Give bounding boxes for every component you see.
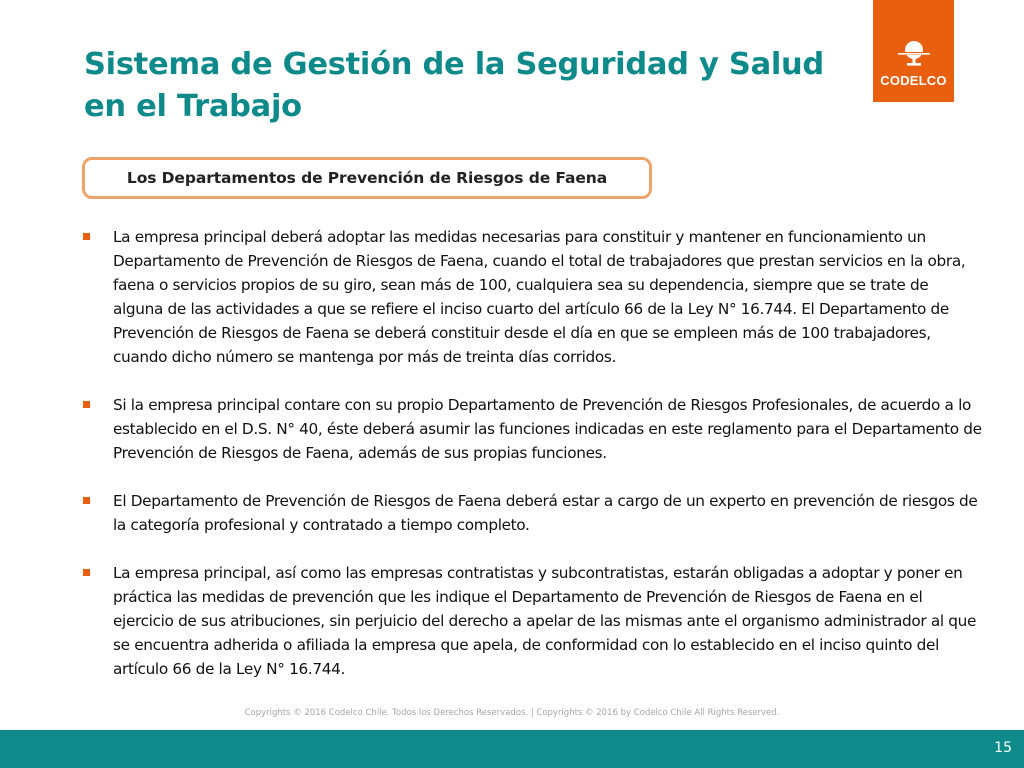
codelco-logo: [873, 0, 954, 102]
square-bullet-icon: [83, 497, 90, 504]
bullet-text: La empresa principal deberá adoptar las medidas necesarias para constituir y mantener en funcionamiento un Departamento de Prevención de Riesgos de Faena, cuando el total de trabajadores que prestan servicios en la obra, faena o servicios propios de su giro, sean más de 100, cualquiera sea su dependencia, siempre que se trate de alguna de las actividades a que se refiere el inciso cuarto del artículo 66 de la Ley N° 16.744. El Departamento de Prevención de Riesgos de Faena se deberá constituir desde el día en que se empleen más de 100 trabajadores, cuando dicho número se mantenga por más de treinta días corridos.: [113, 228, 966, 366]
bullet-text: El Departamento de Prevención de Riesgos de Faena deberá estar a cargo de un experto en prevención de riesgos de la categoría profesional y contratado a tiempo completo.: [113, 492, 978, 534]
subtitle: Los Departamentos de Prevención de Riesgos de Faena: [126, 169, 608, 187]
footer-bar: [0, 730, 1024, 768]
footer-copyright: Copyrights © 2016 Codelco Chile. Todos los Derechos Reservados. | Copyrights © 2016 by Codelco Chile All Rights Reserved.: [244, 708, 780, 718]
bullet-text: Si la empresa principal contare con su propio Departamento de Prevención de Riesgos Profesionales, de acuerdo a lo establecido en el D.S. N° 40, éste deberá asumir las funciones indicadas en este reglamento para el Departamento de Prevención de Riesgos de Faena, además de sus propias funciones.: [113, 396, 982, 462]
square-bullet-icon: [83, 569, 90, 576]
list-item: [82, 225, 982, 369]
subtitle-box: [82, 157, 652, 199]
list-item: [82, 561, 982, 681]
logo-text: CODELCO: [880, 73, 947, 88]
list-item: [82, 489, 982, 537]
bullet-list: [82, 225, 982, 705]
slide-title: Sistema de Gestión de la Seguridad y Salud en el Trabajo: [84, 47, 824, 124]
page-number: 15: [994, 740, 1012, 756]
list-item: [82, 393, 982, 465]
square-bullet-icon: [83, 401, 90, 408]
bullet-text: La empresa principal, así como las empresas contratistas y subcontratistas, estarán obligadas a adoptar y poner en práctica las medidas de prevención que les indique el Departamento de Prevención de Riesgos de Faena en el ejercicio de sus atribuciones, sin perjuicio del derecho a apelar de las mismas ante el organismo administrador al que se encuentra adherida o afiliada la empresa que apela, de conformidad con lo establecido en el inciso quinto del artículo 66 de la Ley N° 16.744.: [113, 564, 977, 678]
codelco-logo-icon: [896, 39, 932, 69]
square-bullet-icon: [83, 233, 90, 240]
